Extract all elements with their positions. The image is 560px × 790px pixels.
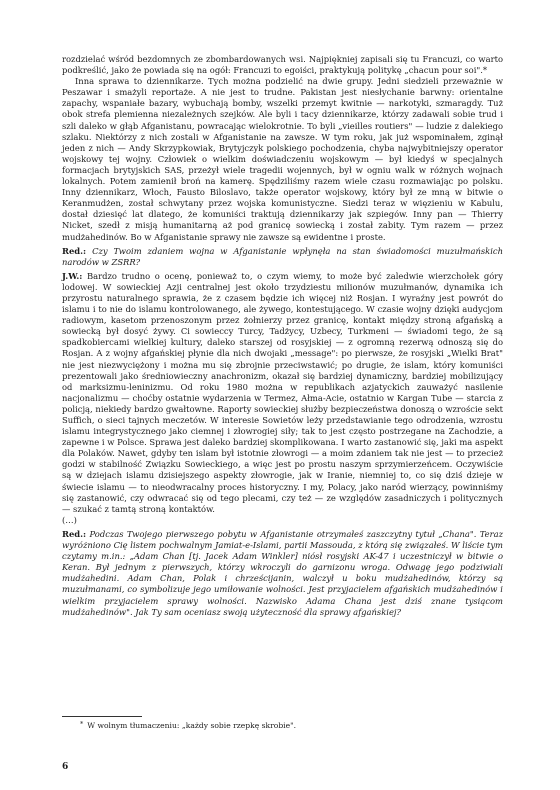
body-text: [62, 54, 503, 618]
speaker-label: Red.:: [62, 245, 87, 256]
footnote-rule: [62, 716, 142, 717]
ellipsis-marker: (…): [62, 514, 77, 525]
footnote: [80, 721, 500, 731]
page-number: 6: [62, 762, 69, 772]
question-islam-ussr: Red.: Czy Twoim zdaniem wojna w Afganistanie wpłynęła na stan świadomości muzułmańskich narodów w ZSRR?: [62, 245, 503, 267]
speaker-label: J.W.:: [62, 270, 83, 281]
paragraph-continuation: rozdzielać wśród bezdomnych ze zbombardowanych wsi. Najpiękniej zapisali się tu Francuzi, co warto podkreślić, jako że powiada się na ogół: Francuzi to egoiści, praktykują politykę „chacun pour soi".*: [62, 54, 503, 76]
speaker-label: Red.:: [62, 528, 87, 539]
footnote-mark: *: [80, 720, 84, 728]
answer-islam-ussr: J.W.: Bardzo trudno o ocenę, ponieważ to, o czym wiemy, to może być zaledwie wierzchołek góry lodowej. W sowieckiej Azji centralnej jest około trzydziestu milionów muzułmanów, dynamika ich przyrostu naturalnego sprawia, że z czasem będzie ich więcej niż Rosjan. I wyraźny jest powrót do islamu i to nie do islamu kontrolowanego, ale żywego, kontestującego. W czasie wojny dzięki audycjom radiowym, kasetom przenoszonym przez żołnierzy przez granicę, kontakt między stroną afgańską a sowiecką był dosyć żywy. Ci sowieccy Turcy, Tadżycy, Uzbecy, Turkmeni — świadomi tego, że są spadkobiercami wielkiej kultury, daleko starszej od rosyjskiej — z ogromną rezerwą odnoszą się do Rosjan. A z wojny afgańskiej płynie dla nich dwojaki „message": po pierwsze, że rosyjski „Wielki Brat" nie jest niezwyciężony i można mu się zbrojnie przeciwstawić; po drugie, że islam, który komuniści prezentowali jako średniowieczny anachronizm, okazał się bardziej dynamiczny, bardziej mobilizujący od marksizmu-leninizmu. Od roku 1980 można w republikach azjatyckich zauważyć nasilenie nacjonalizmu — choćby ostatnie wydarzenia w Termez, Ałma-Acie, ostatnio w Kargan Tube — starcia z policją, niekiedy bardzo gwałtowne. Raporty sowieckiej służby bezpieczeństwa donoszą o wzroście sekt Suffich, o sieci tajnych meczetów. W interesie Sowietów leży przedstawianie tego odrodzenia, wzrostu islamu integrystycznego jako ciemnej i złowrogiej siły; tak to jest często postrzegane na Zachodzie, a zapewne i w Polsce. Sprawa jest daleko bardziej skomplikowana. I warto zastanowić się, jaki ma aspekt dla Polaków. Nawet, gdyby ten islam był istotnie złowrogi — a moim zdaniem tak nie jest — to przecież godzi w stabilność Związku Sowieckiego, a więc jest po prostu naszym sprzymierzeńcem. Oczywiście są w dziejach islamu dzisiejszego aspekty złowrogie, jak w Iranie, niemniej to, co się dziś dzieje w świecie islamu — to nieodwracalny proces historyczny. I my, Polacy, jako naród wierzący, powinniśmy się zastanowić, czy odwracać się od tego plecami, czy też — ze względów zasadniczych i politycznych — szukać z tamtą stroną kontaktów.: [62, 270, 503, 514]
footnote-text: W wolnym tłumaczeniu: „każdy sobie rzepkę skrobie".: [87, 721, 297, 730]
paragraph-journalists: Inna sprawa to dziennikarze. Tych można podzielić na dwie grupy. Jedni siedzieli przeważnie w Peszawar i smażyli reportaże. A nie jest to trudne. Pakistan jest niesłychanie barwny: orientalne zapachy, wspaniałe bazary, wybuchają bomby, wszelki przemyt kwitnie — narkotyki, szmaragdy. Tuż obok strefa plemienna niezależnych szejków. Ale byli i tacy dziennikarze, którzy zadawali sobie trud i szli daleko w głąb Afganistanu, powracając wielokrotnie. To byli „vieilles routiers" — ludzie z dalekiego szlaku. Niektórzy z nich zostali w Afganistanie na zawsze. W tym roku, jak już wspominałem, zginął jeden z nich — Andy Skrzypkowiak, Brytyjczyk polskiego pochodzenia, chyba najwybitniejszy operator wojskowy tej wojny. Człowiek o wielkim doświadczeniu wojskowym — był kiedyś w specjalnych formacjach brytyjskich SAS, przeżył wiele tragedii wojennych, był w ogniu walk w różnych wojnach lokalnych. Potem zamienił broń na kamerę. Spędziliśmy razem wiele czasu rozmawiając po polsku. Inny dziennikarz, Włoch, Fausto Biloslavo, także operator wojskowy, który był ze mną w bitwie o Keranmudżen, został schwytany przez wojska komunistyczne. Siedzi teraz w więzieniu w Kabulu, dostał dziesięć lat dlatego, że komuniści traktują dziennikarzy jak szpiegów. Inny pan — Thierry Nicket, szedł z misją humanitarną aż pod granicę sowiecką i został zabity. Tym razem — przez mudżahedinów. Bo w Afganistanie sprawy nie zawsze są ewidentne i proste.: [62, 76, 503, 242]
question-chan-title: Red.: Podczas Twojego pierwszego pobytu w Afganistanie otrzymałeś zaszczytny tytuł „Chana". Teraz wyróżniono Cię listem pochwalnym Jamiat-e-Islami, partii Massouda, z którą się związałeś. W liście tym czytamy m.in.: „Adam Chan [tj. Jacek Adam Winkler] niósł rosyjski AK-47 i uczestniczył w bitwie o Keran. Był jednym z pierwszych, którzy wkroczyli do garnizonu wroga. Odwagę jego podziwiali mudżahedini. Adam Chan, Polak i chrześcijanin, walczył u boku mudżahedinów, którzy są muzułmanami, co symbolizuje jego umiłowanie wolności. Jest przyjacielem afgańskich mudżahedinów i wielkim przyjacielem sprawy wolności. Nazwisko Adama Chana jest dziś znane tysiącom mudżahedinów". Jak Ty sam oceniasz swoją użyteczność dla sprawy afgańskiej?: [62, 528, 503, 617]
